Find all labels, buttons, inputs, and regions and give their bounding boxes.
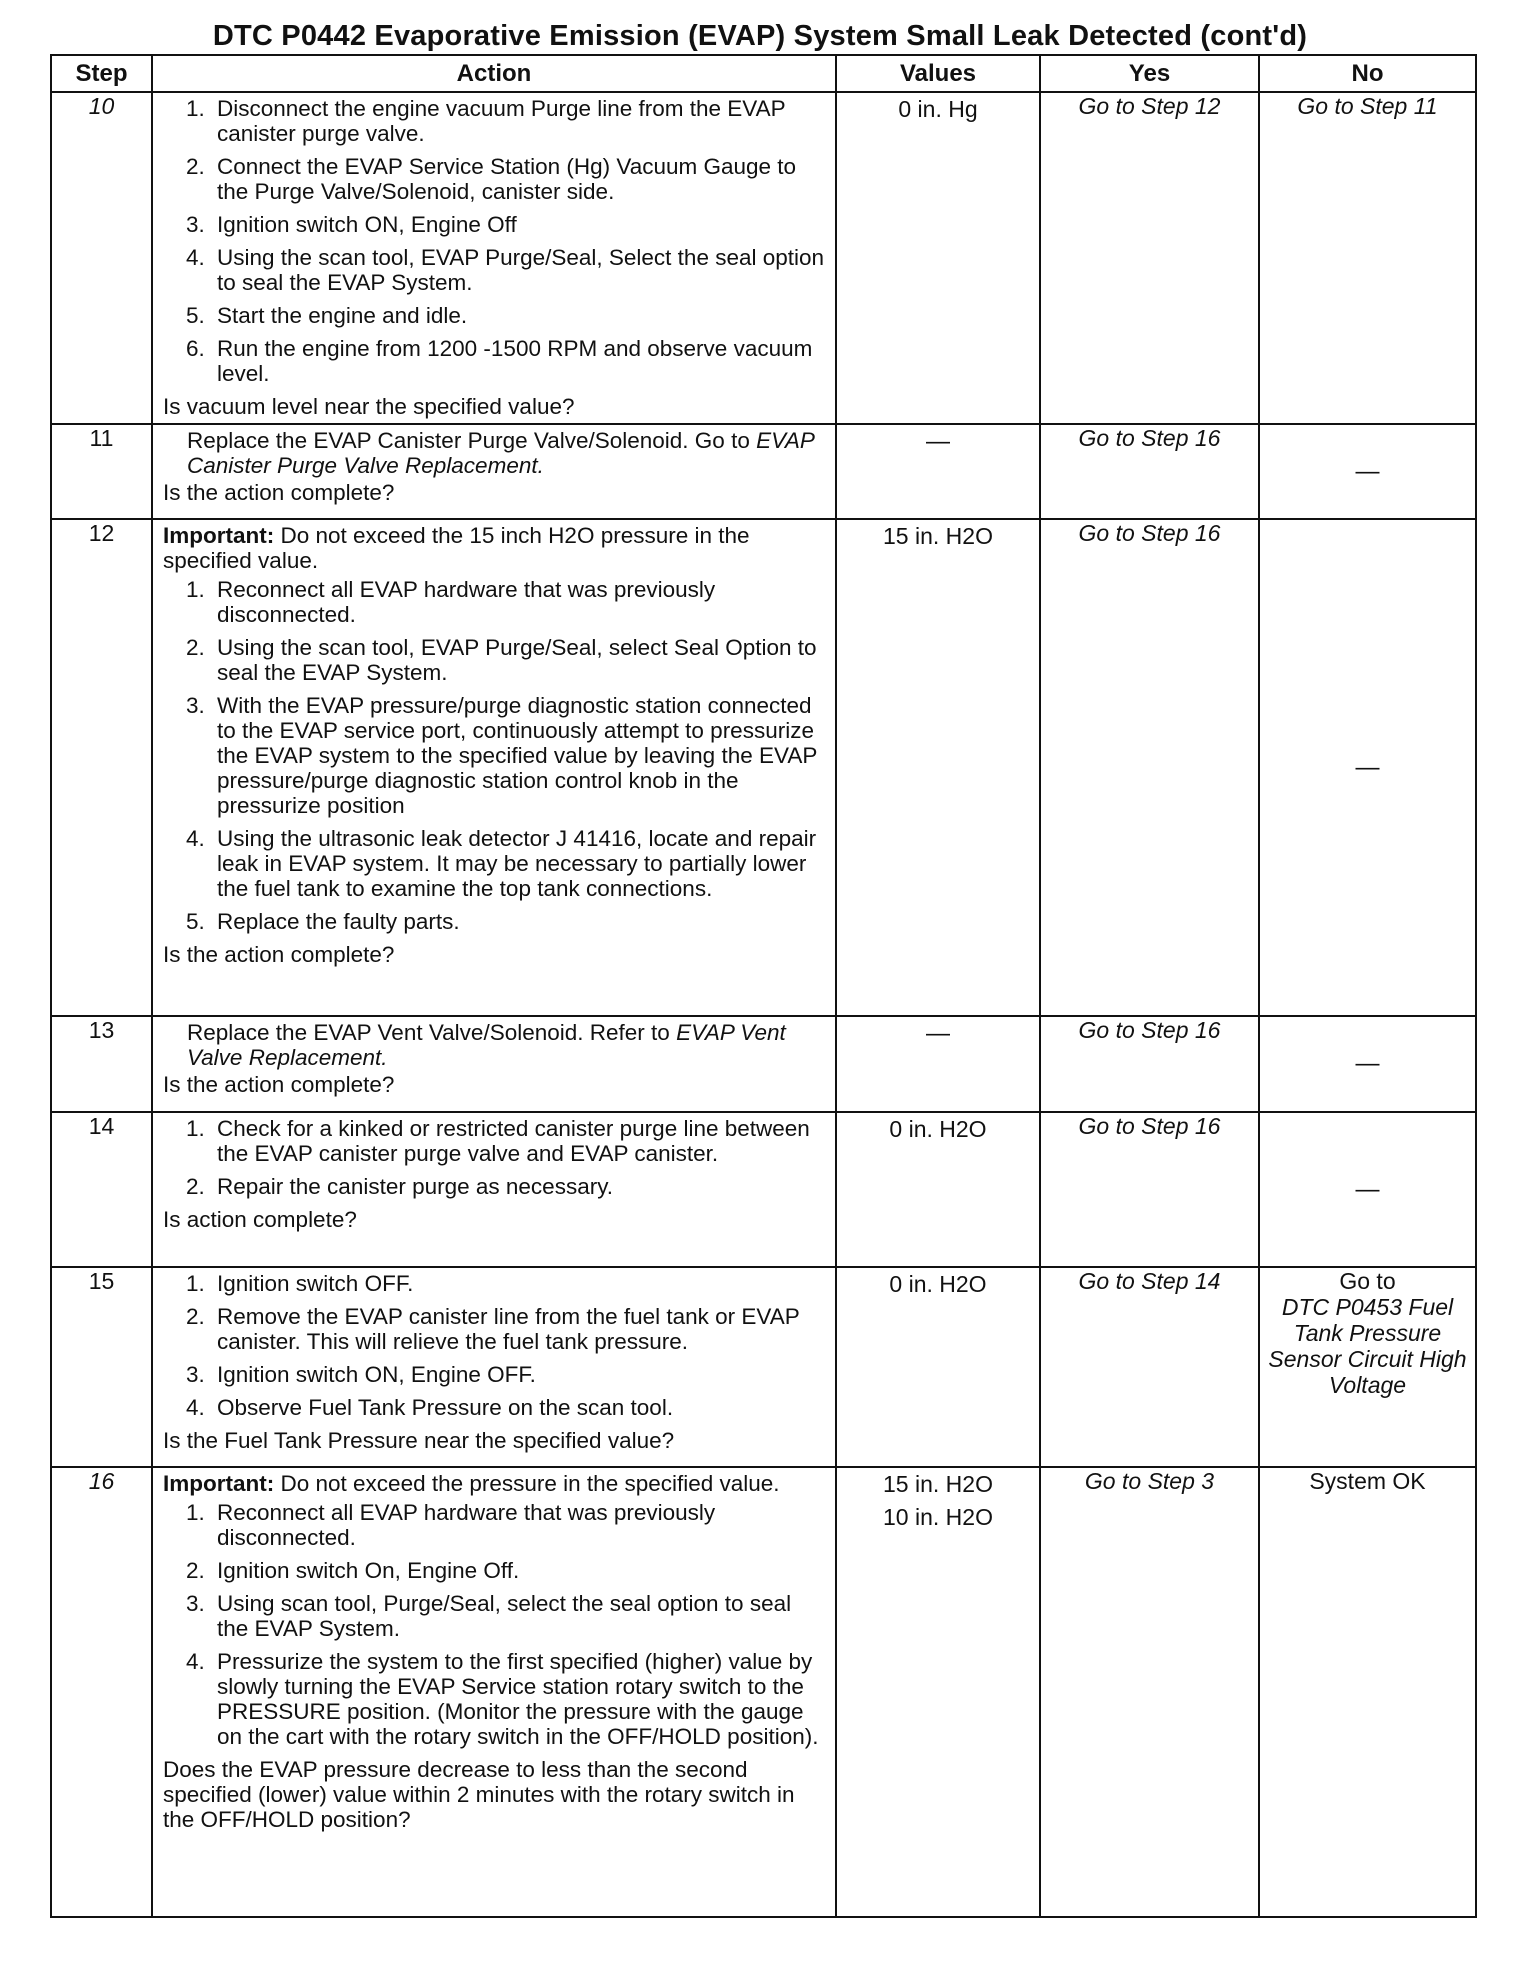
- dash-mark: —: [926, 1020, 950, 1047]
- table-row-step-16: [51, 1467, 1476, 1917]
- list-item: 3. With the EVAP pressure/purge diagnostic station connected to the EVAP service port, continuously attempt to pressurize the EVAP system to the specified value by leaving the EVAP pressure/purge diagnostic station control knob in the pressurize position: [211, 693, 825, 818]
- no-result: System OK: [1309, 1468, 1426, 1494]
- list-item: 1. Disconnect the engine vacuum Purge line from the EVAP canister purge valve.: [211, 96, 825, 146]
- yes-link: Go to Step 16: [1078, 520, 1221, 546]
- step-number: 15: [51, 1267, 152, 1467]
- action-reference: EVAP Vent Valve Replacement.: [187, 1020, 786, 1070]
- action-cell: [152, 424, 836, 519]
- yes-cell: [1040, 92, 1259, 424]
- action-question: Is the Fuel Tank Pressure near the specified value?: [163, 1428, 675, 1453]
- yes-cell: [1040, 1016, 1259, 1112]
- table-row-step-10: [51, 92, 1476, 424]
- important-note: [163, 523, 825, 573]
- list-item: 2. Remove the EVAP canister line from the fuel tank or EVAP canister. This will relieve the fuel tank pressure.: [211, 1304, 825, 1354]
- list-item: 4. Using the ultrasonic leak detector J 41416, locate and repair leak in EVAP system. It may be necessary to partially lower the fuel tank to examine the top tank connections.: [211, 826, 825, 901]
- table-row-step-12: [51, 519, 1476, 1016]
- action-question: Is the action complete?: [163, 942, 395, 967]
- header-no: No: [1259, 55, 1476, 92]
- action-question: Is the action complete?: [163, 1072, 395, 1097]
- action-question: Is the action complete?: [163, 480, 395, 505]
- important-note: [163, 1471, 825, 1496]
- step-number: 13: [51, 1016, 152, 1112]
- diagnostic-table: [50, 54, 1477, 1918]
- value-text: 0 in. H2O: [889, 1271, 987, 1297]
- list-item: 2. Ignition switch On, Engine Off.: [211, 1558, 825, 1583]
- value-cell: [836, 519, 1040, 1016]
- header-values: Values: [836, 55, 1040, 92]
- no-link-reference: DTC P0453 Fuel Tank Pressure Sensor Circuit High Voltage: [1268, 1294, 1467, 1398]
- list-item: 6. Run the engine from 1200 -1500 RPM and observe vacuum level.: [211, 336, 825, 386]
- value-text-high: 15 in. H2O: [883, 1471, 993, 1497]
- list-item: 4. Pressurize the system to the first specified (higher) value by slowly turning the EVAP Service station rotary switch to the PRESSURE position. (Monitor the pressure with the gauge on the cart with the rotary switch in the OFF/HOLD position).: [211, 1649, 825, 1749]
- list-item: 1. Reconnect all EVAP hardware that was previously disconnected.: [211, 1500, 825, 1550]
- no-cell: [1259, 1016, 1476, 1112]
- action-cell: [152, 1467, 836, 1917]
- list-item: 3. Using scan tool, Purge/Seal, select the seal option to seal the EVAP System.: [211, 1591, 825, 1641]
- action-text: Replace the EVAP Vent Valve/Solenoid. Refer to: [187, 1020, 670, 1045]
- yes-link: Go to Step 16: [1078, 1017, 1221, 1043]
- no-cell: [1259, 519, 1476, 1016]
- no-link-prefix: Go to: [1339, 1268, 1396, 1294]
- value-cell: [836, 1267, 1040, 1467]
- value-cell: [836, 424, 1040, 519]
- yes-link: Go to Step 3: [1084, 1468, 1215, 1494]
- table-row-step-15: [51, 1267, 1476, 1467]
- list-item: 2. Connect the EVAP Service Station (Hg) Vacuum Gauge to the Purge Valve/Solenoid, canister side.: [211, 154, 825, 204]
- step-number: 12: [51, 519, 152, 1016]
- no-cell: [1259, 1267, 1476, 1467]
- page-title: DTC P0442 Evaporative Emission (EVAP) System Small Leak Detected (cont'd): [212, 20, 1308, 52]
- step-number: 10: [51, 92, 152, 424]
- value-cell: [836, 1112, 1040, 1267]
- yes-link: Go to Step 16: [1078, 1113, 1221, 1139]
- list-item: 2. Repair the canister purge as necessary.: [211, 1174, 825, 1199]
- important-label: Important:: [163, 523, 275, 548]
- list-item: 3. Ignition switch ON, Engine Off: [211, 212, 825, 237]
- table-row-step-14: [51, 1112, 1476, 1267]
- table-row-step-13: [51, 1016, 1476, 1112]
- action-list: [163, 1500, 825, 1749]
- action-cell: [152, 519, 836, 1016]
- header-yes: Yes: [1040, 55, 1259, 92]
- header-action: Action: [152, 55, 836, 92]
- action-question: Is action complete?: [163, 1207, 357, 1232]
- action-text: Replace the EVAP Canister Purge Valve/Solenoid. Go to: [187, 428, 750, 453]
- no-cell: [1259, 92, 1476, 424]
- list-item: 5. Replace the faulty parts.: [211, 909, 825, 934]
- step-number: 11: [51, 424, 152, 519]
- important-text: Do not exceed the 15 inch H2O pressure in the specified value.: [163, 523, 750, 573]
- action-list: [163, 96, 825, 386]
- value-text-low: 10 in. H2O: [883, 1504, 993, 1530]
- important-text: Do not exceed the pressure in the specified value.: [274, 1471, 780, 1496]
- no-cell: [1259, 1467, 1476, 1917]
- yes-link: Go to Step 16: [1078, 425, 1221, 451]
- action-cell: [152, 1016, 836, 1112]
- header-step: Step: [51, 55, 152, 92]
- step-number: 14: [51, 1112, 152, 1267]
- yes-cell: [1040, 424, 1259, 519]
- action-list: [163, 1271, 825, 1420]
- dash-mark: —: [1355, 457, 1380, 485]
- action-list: [163, 577, 825, 934]
- yes-cell: [1040, 1112, 1259, 1267]
- value-cell: [836, 1016, 1040, 1112]
- list-item: 4. Using the scan tool, EVAP Purge/Seal, Select the seal option to seal the EVAP System.: [211, 245, 825, 295]
- dash-mark: —: [1355, 753, 1380, 781]
- dash-mark: —: [1355, 1050, 1380, 1077]
- list-item: 1. Ignition switch OFF.: [211, 1271, 825, 1296]
- yes-cell: [1040, 519, 1259, 1016]
- value-text: 0 in. Hg: [898, 96, 978, 122]
- list-item: 1. Reconnect all EVAP hardware that was previously disconnected.: [211, 577, 825, 627]
- action-reference: EVAP Canister Purge Valve Replacement.: [187, 428, 815, 478]
- value-cell: [836, 1467, 1040, 1917]
- list-item: 3. Ignition switch ON, Engine OFF.: [211, 1362, 825, 1387]
- important-label: Important:: [163, 1471, 275, 1496]
- no-cell: [1259, 424, 1476, 519]
- list-item: 1. Check for a kinked or restricted canister purge line between the EVAP canister purge valve and EVAP canister.: [211, 1116, 825, 1166]
- list-item: 5. Start the engine and idle.: [211, 303, 825, 328]
- action-cell: [152, 92, 836, 424]
- yes-cell: [1040, 1467, 1259, 1917]
- value-text: 15 in. H2O: [883, 523, 993, 549]
- yes-link: Go to Step 12: [1078, 93, 1221, 119]
- action-question: Does the EVAP pressure decrease to less than the second specified (lower) value within 2 minutes with the rotary switch in the OFF/HOLD position?: [163, 1757, 795, 1832]
- action-question: Is vacuum level near the specified value?: [163, 394, 575, 419]
- list-item: 4. Observe Fuel Tank Pressure on the scan tool.: [211, 1395, 825, 1420]
- yes-cell: [1040, 1267, 1259, 1467]
- list-item: 2. Using the scan tool, EVAP Purge/Seal, select Seal Option to seal the EVAP System.: [211, 635, 825, 685]
- header-row: [51, 55, 1476, 92]
- table-row-step-11: [51, 424, 1476, 519]
- no-cell: [1259, 1112, 1476, 1267]
- action-cell: [152, 1112, 836, 1267]
- dash-mark: —: [1355, 1175, 1380, 1203]
- yes-link: Go to Step 14: [1078, 1268, 1221, 1294]
- action-list: [163, 1116, 825, 1199]
- no-link: [1260, 1268, 1475, 1402]
- value-text: 0 in. H2O: [889, 1116, 987, 1142]
- action-cell: [152, 1267, 836, 1467]
- step-number: 16: [51, 1467, 152, 1917]
- dash-mark: —: [926, 428, 950, 455]
- no-link: Go to Step 11: [1297, 93, 1438, 119]
- value-cell: [836, 92, 1040, 424]
